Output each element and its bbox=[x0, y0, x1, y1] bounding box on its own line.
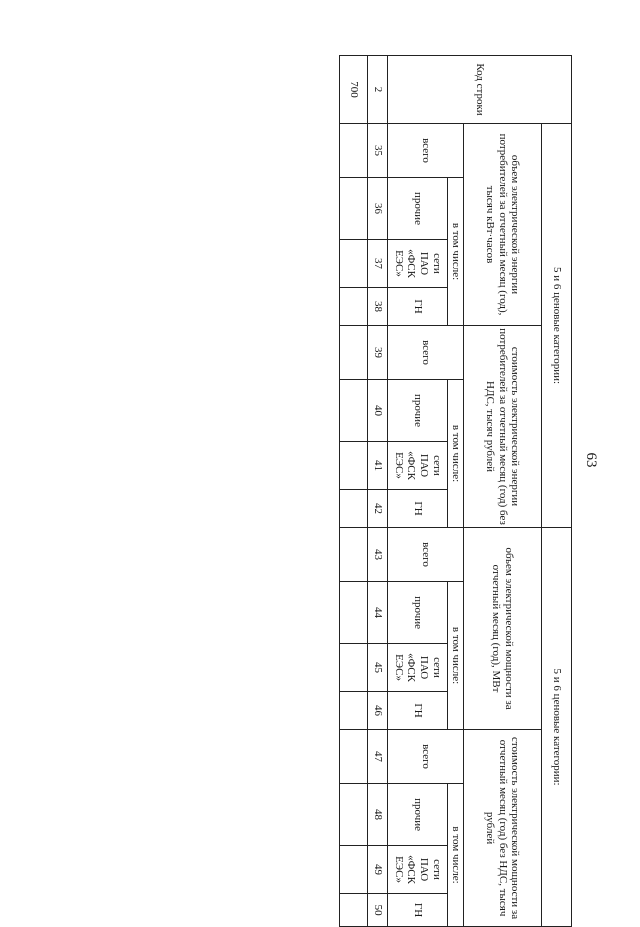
code-header: Код строки bbox=[388, 56, 572, 124]
data-cell bbox=[340, 644, 368, 692]
row-code-number: 2 bbox=[368, 56, 388, 124]
group-header-right: 5 и 6 ценовые категории: bbox=[542, 528, 572, 927]
data-cell bbox=[340, 846, 368, 894]
total-header: всего bbox=[388, 326, 464, 380]
total-header: всего bbox=[388, 124, 464, 178]
leaf-header-fsk: сети ПАО «ФСК ЕЭС» bbox=[388, 442, 448, 490]
metric-header-energy-cost: стоимость электрической энергии потребителей за отчетный месяц (год) без НДС, тысяч рублей bbox=[464, 326, 542, 528]
data-cell bbox=[340, 894, 368, 927]
leaf-header-other: прочие bbox=[388, 178, 448, 240]
metric-header-energy-volume: объем электрической энергии потребителей за отчетный месяц (год), тысяч кВт·часов bbox=[464, 124, 542, 326]
data-cell bbox=[340, 730, 368, 784]
column-number: 48 bbox=[368, 784, 388, 846]
data-cell bbox=[340, 692, 368, 730]
total-header: всего bbox=[388, 730, 464, 784]
column-number: 46 bbox=[368, 692, 388, 730]
column-number: 37 bbox=[368, 240, 388, 288]
data-cell bbox=[340, 582, 368, 644]
data-cell bbox=[340, 380, 368, 442]
column-number: 47 bbox=[368, 730, 388, 784]
column-number: 45 bbox=[368, 644, 388, 692]
data-cell bbox=[340, 528, 368, 582]
column-number: 50 bbox=[368, 894, 388, 927]
leaf-header-fsk: сети ПАО «ФСК ЕЭС» bbox=[388, 240, 448, 288]
data-cell bbox=[340, 326, 368, 380]
metric-header-power-cost: стоимость электрической мощности за отчетный месяц (год) без НДС, тысяч рублей bbox=[464, 730, 542, 927]
leaf-header-fsk: сети ПАО «ФСК ЕЭС» bbox=[388, 644, 448, 692]
total-header: всего bbox=[388, 528, 464, 582]
column-number: 40 bbox=[368, 380, 388, 442]
leaf-header-gn: ГН bbox=[388, 490, 448, 528]
data-cell bbox=[340, 490, 368, 528]
leaf-header-fsk: сети ПАО «ФСК ЕЭС» bbox=[388, 846, 448, 894]
including-header: в том числе: bbox=[448, 784, 464, 927]
column-number: 35 bbox=[368, 124, 388, 178]
including-header: в том числе: bbox=[448, 380, 464, 528]
data-cell bbox=[340, 178, 368, 240]
data-cell bbox=[340, 288, 368, 326]
column-number: 42 bbox=[368, 490, 388, 528]
data-cell bbox=[340, 784, 368, 846]
including-header: в том числе: bbox=[448, 582, 464, 730]
table-container bbox=[340, 55, 572, 920]
column-number: 38 bbox=[368, 288, 388, 326]
leaf-header-gn: ГН bbox=[388, 894, 448, 927]
data-cell bbox=[340, 240, 368, 288]
leaf-header-gn: ГН bbox=[388, 692, 448, 730]
column-number: 44 bbox=[368, 582, 388, 644]
data-cell bbox=[340, 124, 368, 178]
page-number: 63 bbox=[583, 452, 600, 468]
column-number: 41 bbox=[368, 442, 388, 490]
report-table bbox=[339, 55, 572, 927]
row-code-value: 700 bbox=[340, 56, 368, 124]
column-number: 43 bbox=[368, 528, 388, 582]
leaf-header-other: прочие bbox=[388, 582, 448, 644]
leaf-header-gn: ГН bbox=[388, 288, 448, 326]
including-header: в том числе: bbox=[448, 178, 464, 326]
leaf-header-other: прочие bbox=[388, 784, 448, 846]
column-number: 39 bbox=[368, 326, 388, 380]
column-number: 36 bbox=[368, 178, 388, 240]
data-cell bbox=[340, 442, 368, 490]
metric-header-power-volume: объем электрической мощности за отчетный месяц (год), МВт bbox=[464, 528, 542, 730]
leaf-header-other: прочие bbox=[388, 380, 448, 442]
column-number: 49 bbox=[368, 846, 388, 894]
group-header-left: 5 и 6 ценовые категории: bbox=[542, 124, 572, 528]
